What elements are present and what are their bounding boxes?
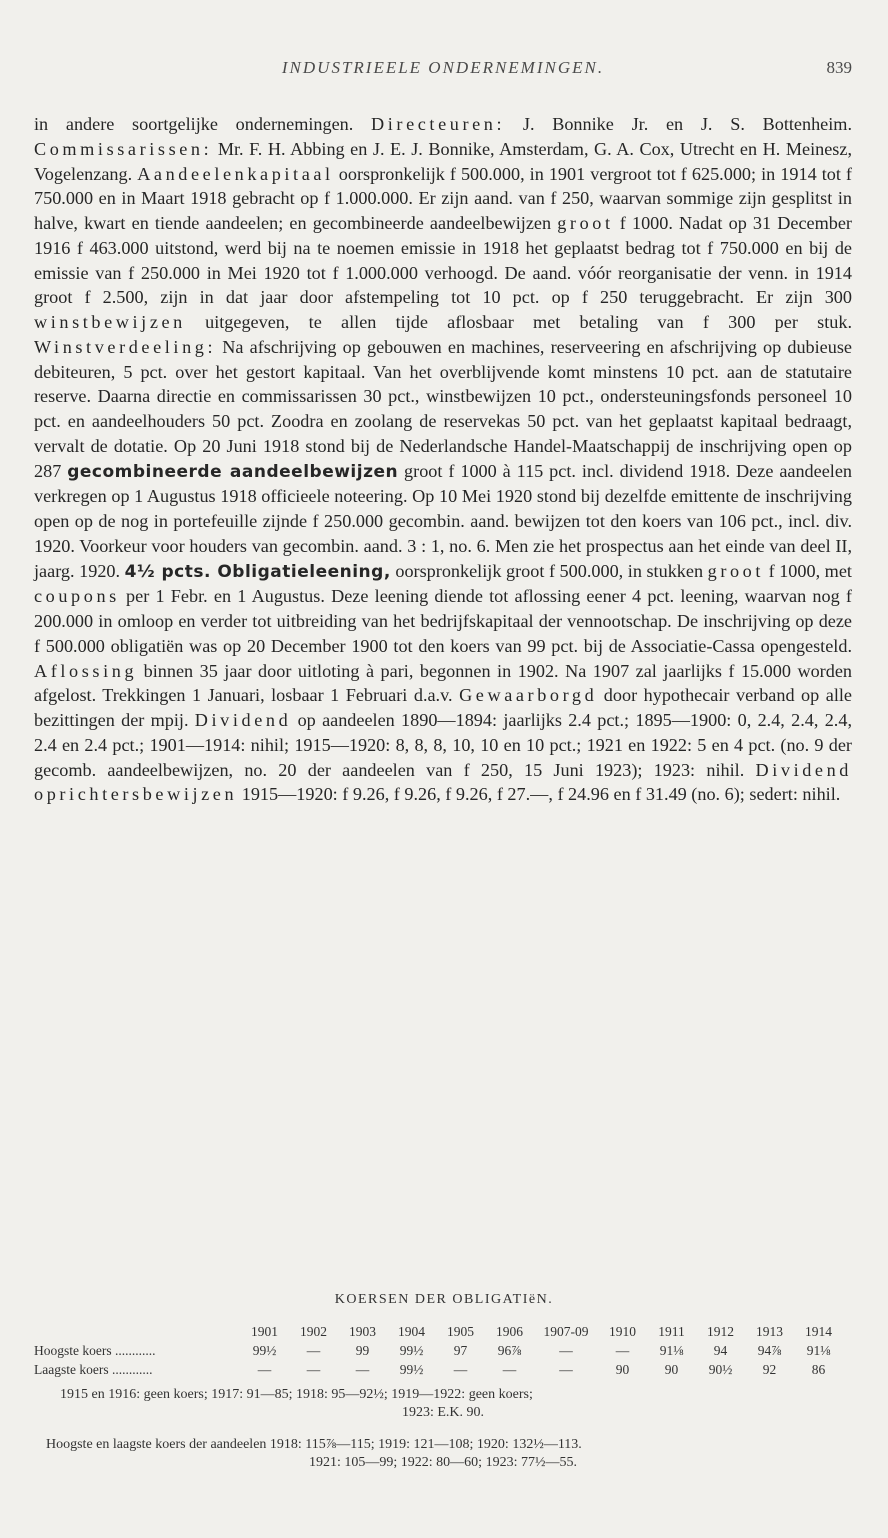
share-price-note [34, 1436, 852, 1472]
company-description [34, 112, 852, 807]
label-gewaarborgd: Gewaarborgd [459, 685, 598, 706]
table-header-row [34, 1322, 843, 1341]
running-title: INDUSTRIEELE ONDERNEMINGEN. [281, 58, 605, 77]
price-cell: 91⅛ [659, 1342, 684, 1358]
label-obligatieleening: 4½ pcts. Obligatieleening, [124, 561, 391, 582]
text-run: f 1000, met [764, 560, 852, 581]
price-cell: 90 [664, 1361, 679, 1377]
text-run: per 1 Febr. en 1 Augustus. Deze leening diende tot aflossing eener 4 pct. leening, waarvan nog f 200.000 in omloop en verder tot uitbreiding van het bedrijfskapitaal der vennootschap. De inschrijving op deze f 500.000 obligatiën was op 20 December 1900 tot den koers van 99 pct. bij de Associatie-Cassa opengesteld. [34, 586, 852, 656]
label-coupons: coupons [34, 586, 120, 607]
year-cell: 1911 [658, 1323, 685, 1339]
label-dividend: Dividend [194, 710, 292, 730]
label-winstbewijzen: winstbewijzen [34, 312, 186, 332]
text-run: uitgegeven, te allen tijde aflosbaar met betaling van f 300 per stuk. [185, 312, 852, 332]
text-run: J. Bonnike Jr. en J. S. Bottenheim. [505, 114, 852, 134]
year-cell: 1912 [707, 1323, 734, 1339]
text-run: oorspronkelijk groot f 500.000, in stukken [390, 560, 708, 581]
price-cell: — [306, 1361, 321, 1377]
text-run: door hypothecair verband op alle bezittingen der mpij. [34, 685, 852, 730]
price-cell: — [615, 1342, 630, 1358]
text-run: 1915—1920: f 9.26, f 9.26, f 9.26, f 27.—, f 24.96 en f 31.49 (no. 6); sedert: nihil. [237, 784, 841, 805]
table-title: KOERSEN DER OBLIGATIëN. [334, 1292, 554, 1307]
price-cell: — [559, 1342, 573, 1358]
bond-price-note [34, 1386, 852, 1422]
bond-price-table [34, 1322, 843, 1379]
year-cell: 1901 [251, 1323, 278, 1339]
text-run: oorspronkelijk f 500.000, in 1901 vergroot tot f 625.000; in 1914 tot f 750.000 en in Maart 1918 gebracht op f 1.000.000. Er zijn aand. van f 250, waarvan sommige zijn gesplitst in halve, kwart en tiende aandeelen; en gecombineerde aandeelbewijzen [34, 163, 852, 233]
page-header [34, 58, 852, 88]
row-label: Laagste koers ............ [34, 1361, 153, 1377]
price-cell: — [559, 1361, 573, 1377]
year-cell: 1914 [805, 1323, 832, 1339]
year-cell: 1902 [300, 1323, 327, 1339]
year-cell: 1907-09 [543, 1323, 589, 1339]
year-cell: 1904 [398, 1323, 425, 1339]
label-groot: groot [707, 560, 765, 581]
table-row [34, 1360, 843, 1379]
price-cell: — [257, 1361, 272, 1377]
text-run: in andere soortgelijke ondernemingen. [34, 114, 372, 134]
text-run: op aandeelen 1890—1894: jaarlijks 2.4 pct.; 1895—1900: 0, 2.4, 2.4, 2.4, 2.4 en 2.4 pct.; 1901—1914: nihil; 1915—1920: 8, 8, 8, 10, 10 en 10 pct.; 1921 en 1922: 5 en 4 pct. (no. 9 der gecomb. aandeelbewijzen, no. 20 der aandeelen van f 250, 15 Juni 1923); 1923: nihil. [34, 710, 852, 780]
price-cell: — [502, 1361, 517, 1377]
note-line: 1923: E.K. 90. [401, 1405, 485, 1420]
price-cell: 99½ [252, 1342, 277, 1358]
note-line: 1921: 105—99; 1922: 80—60; 1923: 77½—55. [309, 1455, 577, 1470]
text-run: f 1000. Nadat op 31 December 1916 f 463.000 uitstond, werd bij na te noemen emissie in 1918 het geplaatst bedrag tot f 750.000 en bij de emissie van f 250.000 in Mei 1920 tot f 1.000.000 verhoogd. De aand. vóór reorganisatie der venn. in 1914 groot f 2.500, zijn in dat jaar door afstempeling tot 10 pct. op f 250 teruggebracht. Er zijn 300 [34, 213, 852, 308]
price-cell: 99½ [399, 1342, 424, 1358]
label-dividend-oprichtersbewijzen: Dividend oprichtersbewijzen [34, 759, 852, 805]
text-run: Na afschrijving op gebouwen en machines, reserveering en afschrijving op dubieuse debiteuren, 5 pct. over het gestort kapitaal. Van het overblijvende komt minstens 10 pct. aan de statutaire reserve. Daarna directie en commissarissen 30 pct., winstbewijzen 10 pct., ondersteuningsfonds personeel 10 pct. en aandeelhouders 50 pct. Zoodra en zoolang de reservekas 50 pct. van het geplaatst kapitaal bedraagt, vervalt de dotatie. Op 20 Juni 1918 stond bij de Nederlandsche Handel-Maatschappij de inschrijving open op 287 [34, 336, 852, 481]
price-cell: 99 [355, 1342, 370, 1358]
year-cell: 1905 [447, 1323, 474, 1339]
body-paragraph [34, 112, 852, 807]
price-cell: 91⅛ [806, 1342, 831, 1358]
price-cell: 94⅞ [757, 1342, 782, 1358]
price-cell: 90 [615, 1361, 630, 1377]
price-cell: — [306, 1342, 321, 1358]
year-cell: 1906 [496, 1323, 523, 1339]
label-directeuren: Directeuren: [371, 114, 506, 134]
label-aflossing: Aflossing [34, 660, 138, 681]
text-run: groot f 1000 à 115 pct. incl. dividend 1918. Deze aandeelen verkregen op 1 Augustus 1918 officieele noteering. Op 10 Mei 1920 stond bij dezelfde emittente de inschrijving open op de nog in portefeuille zijnde f 250.000 gecombin. aand. bewijzen tot den koers van 106 pct., incl. div. 1920. Voorkeur voor houders van gecombin. aand. 3 : 1, no. 6. Men zie het prospectus aan het einde van deel II, jaarg. 1920. [34, 460, 853, 581]
row-label: Hoogste koers ............ [34, 1342, 156, 1358]
label-groot: groot [557, 213, 614, 233]
label-aandeelenkapitaal: Aandeelenkapitaal [137, 163, 334, 184]
label-commissarissen: Commissarissen: [34, 138, 213, 159]
price-cell: 92 [762, 1361, 777, 1377]
label-winstverdeeling: Winstverdeeling: [34, 336, 217, 357]
note-line: Hoogste en laagste koers der aandeelen 1918: 115⅞—115; 1919: 121—108; 1920: 132½—113. [46, 1437, 582, 1452]
price-cell: 97 [453, 1342, 468, 1358]
price-cell: — [453, 1361, 468, 1377]
text-run: Mr. F. H. Abbing en J. E. J. Bonnike, Amsterdam, G. A. Cox, Utrecht en H. Meinesz, Vogelenzang. [34, 138, 852, 184]
price-cell: 96⅞ [497, 1342, 522, 1358]
price-cell: 99½ [399, 1361, 424, 1377]
note-line: 1915 en 1916: geen koers; 1917: 91—85; 1918: 95—92½; 1919—1922: geen koers; [60, 1387, 533, 1402]
page-number: 839 [826, 58, 852, 77]
price-cell: 94 [713, 1342, 728, 1358]
year-cell: 1913 [756, 1323, 783, 1339]
table-corner [34, 1322, 240, 1341]
table-row [34, 1341, 843, 1360]
label-gecombineerde-aandeelbewijzen: gecombineerde aandeelbewijzen [67, 461, 399, 482]
price-cell: — [355, 1361, 370, 1377]
price-cell: 90½ [708, 1361, 733, 1377]
year-cell: 1910 [609, 1323, 636, 1339]
text-run: binnen 35 jaar door uitloting à pari, begonnen in 1902. Na 1907 zal jaarlijks f 15.000 worden afgelost. Trekkingen 1 Januari, losbaar 1 Februari d.a.v. [34, 660, 852, 706]
price-cell: 86 [811, 1361, 826, 1377]
year-cell: 1903 [349, 1323, 376, 1339]
